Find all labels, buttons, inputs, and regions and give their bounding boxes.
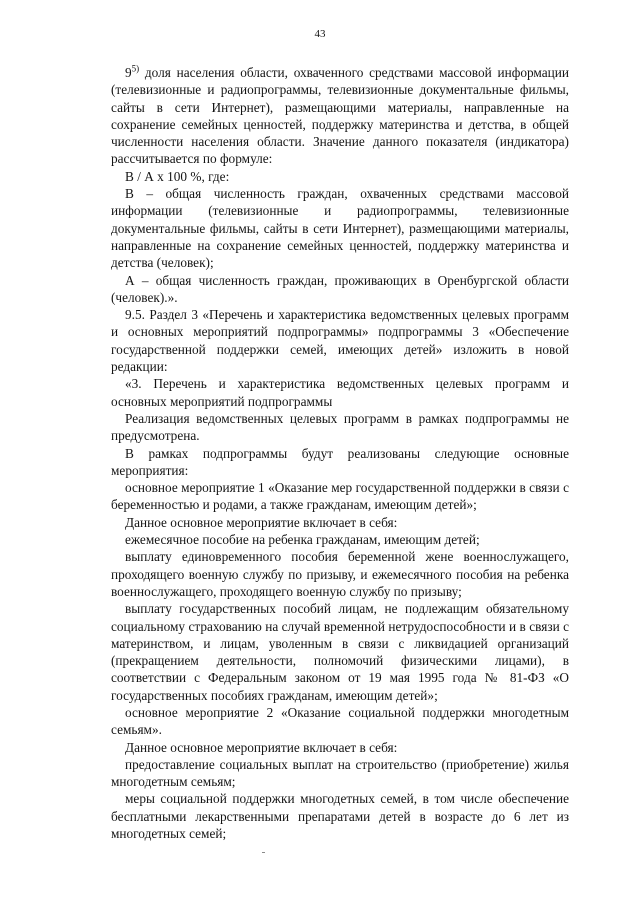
body-paragraph: Данное основное мероприятие включает в себя:	[125, 514, 398, 530]
body-paragraph: Реализация ведомственных целевых программ в рамках подпрограммы не предусмотрена.	[111, 410, 569, 444]
list-item-paragraph: ежемесячное пособие на ребенка гражданам, имеющим детей;	[125, 532, 480, 548]
page-number: 43	[314, 28, 326, 40]
body-paragraph: В рамках подпрограммы будут реализованы следующие основные мероприятия:	[111, 445, 569, 478]
measure-2-paragraph: основное мероприятие 2 «Оказание социальной поддержки многодетным семьям».	[111, 704, 569, 738]
section-amendment-paragraph: 9.5. Раздел 3 «Перечень и характеристика ведомственных целевых программ и основных мероприятий подпрограммы» подпрограммы 3 «Обеспечение государственной поддержки семей, имеющих детей» изложить в новой редакции:	[111, 307, 569, 375]
formula-paragraph: В / А х 100 %, где:	[125, 168, 230, 184]
list-item-paragraph: выплату единовременного пособия беременной жене военнослужащего, проходящего военную службу по призыву, и ежемесячного пособия на ребенка военнослужащего, проходящего военную службу по призыву;	[111, 549, 569, 599]
list-item-paragraph: меры социальной поддержки многодетных семей, в том числе обеспечение бесплатными лекарственными препаратами детей в возрасте до 6 лет из многодетных семей;	[111, 791, 569, 842]
scan-speck	[262, 852, 265, 853]
document-body	[111, 64, 569, 842]
list-item-paragraph: предоставление социальных выплат на строительство (приобретение) жилья многодетным семьям;	[111, 756, 569, 790]
footnote-mark: 5)	[131, 63, 140, 74]
list-item-paragraph: выплату государственных пособий лицам, не подлежащим обязательному социальному страхованию на случай временной нетрудоспособности и в связи с материнством, и лицам, уволенным в связи с ликвидацией организаций (прекращением деятельности, полномочий физическими лицами), в соответствии с Федеральным законом от 19 мая 1995 года № 81-ФЗ «О государственных пособиях гражданам, имеющим детей»;	[111, 601, 569, 703]
measure-1-paragraph: основное мероприятие 1 «Оказание мер государственной поддержки в связи с беременностью и родами, а также гражданам, имеющим детей»;	[111, 480, 569, 513]
definition-b-paragraph: В – общая численность граждан, охваченных средствами массовой информации (телевизионные и радиопрограммы, телевизионные документальные фильмы, сайты в сети Интернет), размещающими материалы, направленные на сохранение семейных ценностей, поддержку материнства и детства (человек);	[111, 186, 569, 271]
body-paragraph: Данное основное мероприятие включает в себя:	[125, 739, 398, 755]
indicator-paragraph	[111, 64, 569, 168]
section-heading-paragraph: «3. Перечень и характеристика ведомственных целевых программ и основных мероприятий подпрограммы	[111, 376, 569, 409]
definition-a-paragraph: А – общая численность граждан, проживающих в Оренбургской области (человек).».	[111, 272, 569, 305]
indicator-text: доля населения области, охваченного средствами массовой информации (телевизионные и радиопрограммы, телевизионные документальные фильмы, сайты в сети Интернет), размещающими материалы, направленные на сохранение семейных ценностей, поддержку материнства и детства, в общей численности населения области. Значение данного показателя (индикатора) рассчитывается по формуле:	[111, 65, 569, 167]
indicator-number: 9	[125, 65, 132, 80]
